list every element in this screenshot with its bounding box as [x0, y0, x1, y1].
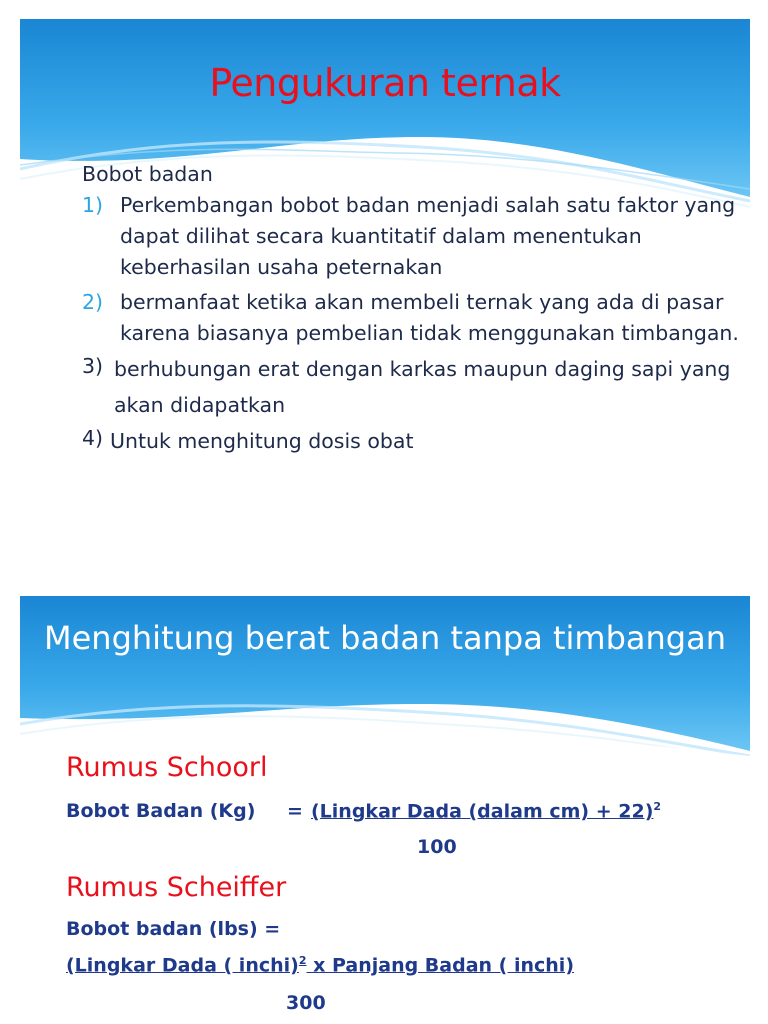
schoorl-lhs: Bobot Badan (Kg) [66, 800, 256, 822]
scheiffer-numerator-b: x Panjang Badan ( inchi) [306, 954, 574, 977]
schoorl-numerator [311, 800, 661, 822]
list-text: berhubungan erat dengan karkas maupun daging sapi yang akan didapatkan [114, 357, 731, 417]
scheiffer-exponent: 2 [298, 954, 307, 967]
schoorl-equals: = [287, 800, 303, 822]
list-text: Untuk menghitung dosis obat [110, 429, 414, 453]
scheiffer-title: Rumus Scheiffer [66, 872, 287, 903]
scheiffer-lhs: Bobot badan (lbs) = [66, 918, 281, 940]
schoorl-exponent: 2 [653, 800, 662, 813]
section-heading: Bobot badan [82, 162, 213, 186]
slide-menghitung-berat-badan [20, 596, 750, 1024]
list-text: bermanfaat ketika akan membeli ternak yang ada di pasar karena biasanya pembelian tidak menggunakan timbangan. [120, 290, 739, 345]
list-text: Perkembangan bobot badan menjadi salah satu faktor yang dapat dilihat secara kuantitatif dalam menentukan keberhasilan usaha peternakan [120, 193, 736, 279]
slide-title: Pengukuran ternak [209, 61, 561, 105]
scheiffer-numerator-a: (Lingkar Dada ( inchi) [66, 954, 299, 977]
list-item [82, 190, 742, 283]
list-item [82, 287, 742, 349]
slide-pengukuran-ternak [20, 19, 750, 539]
list-number: 2) [82, 290, 104, 314]
slide-title: Menghitung berat badan tanpa timbangan [44, 619, 726, 657]
list-number: 3) [82, 354, 104, 378]
schoorl-numerator-text: (Lingkar Dada (dalam cm) + 22) [311, 800, 654, 823]
schoorl-denominator: 100 [417, 836, 457, 858]
schoorl-title: Rumus Schoorl [66, 752, 268, 783]
list-item [82, 351, 742, 423]
content-body [82, 159, 742, 459]
scheiffer-numerator [66, 954, 574, 976]
list-number: 1) [82, 193, 104, 217]
list-item [82, 423, 742, 459]
scheiffer-denominator: 300 [286, 992, 326, 1014]
list-number: 4) [82, 426, 104, 450]
